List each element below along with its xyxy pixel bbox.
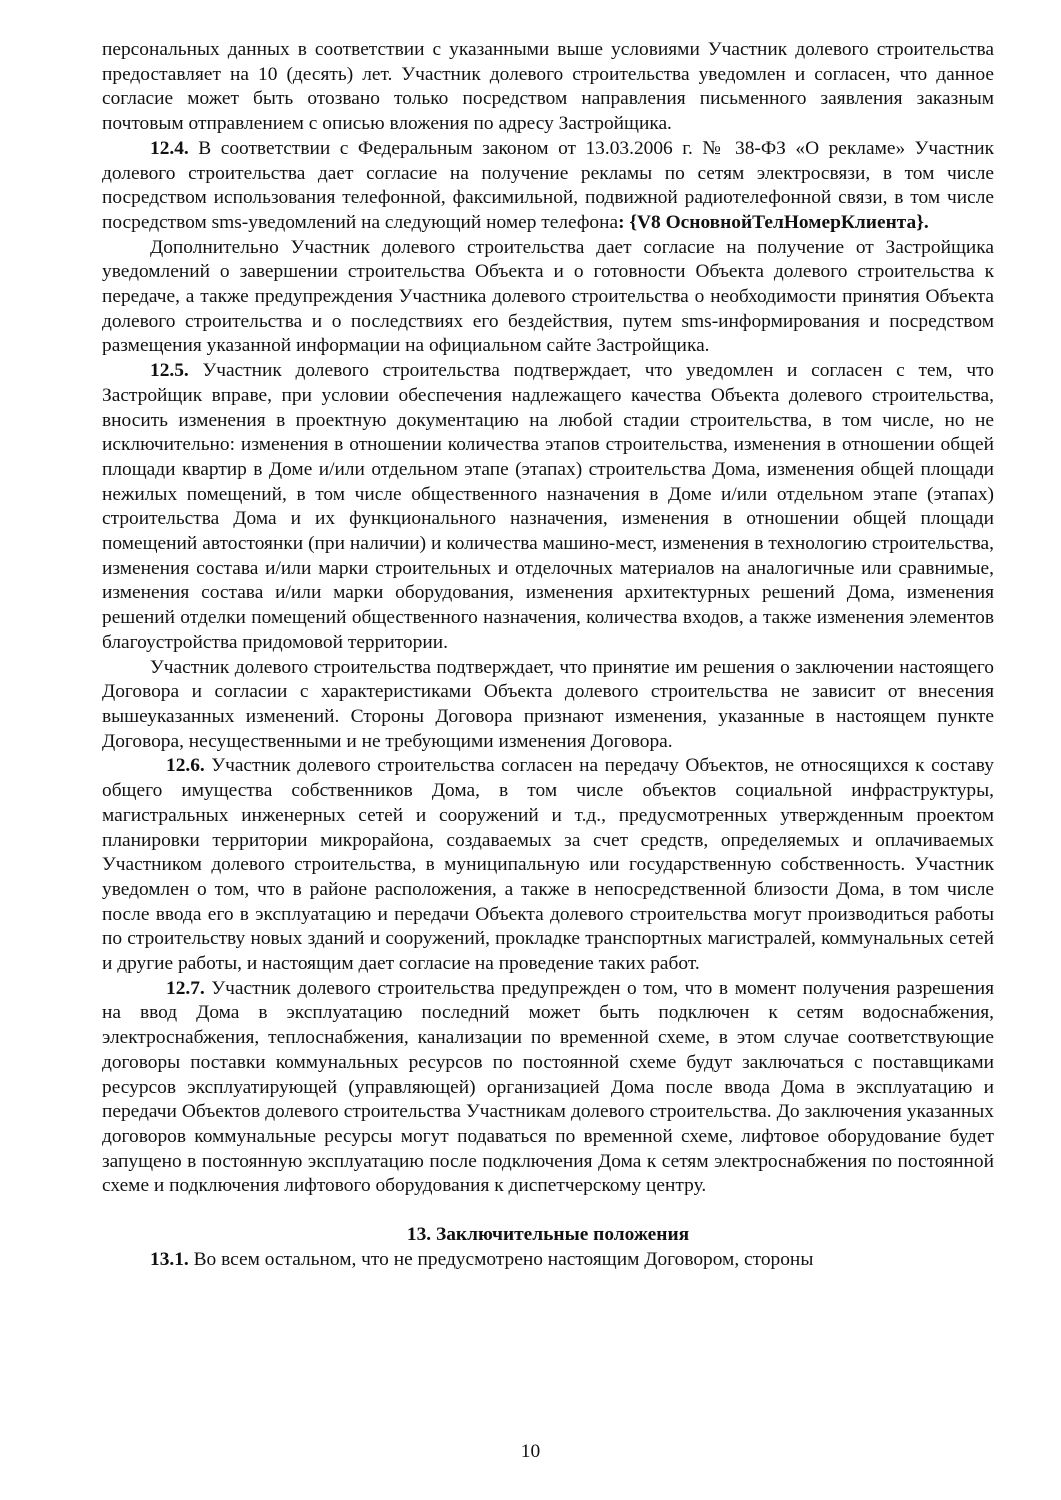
page-number: 10: [520, 1441, 541, 1462]
clause-number: 13.1.: [150, 1248, 189, 1270]
paragraph-consent-continued: персональных данных в соответствии с указанными выше условиями Участник долевого строительства предоставляет на 10 (десять) лет. Участник долевого строительства уведомлен и согласен, что данное согласие может быть отозвано только посредством направления письменного заявления заказным почтовым отправлением с описью вложения по адресу Застройщика.: [102, 39, 994, 135]
clause-12-7: [102, 977, 994, 1199]
clause-text: Во всем остальном, что не предусмотрено настоящим Договором, стороны: [188, 1248, 814, 1270]
clause-text: Участник долевого строительства согласен на передачу Объектов, не относящихся к составу общего имущества собственников Дома, в том числе объектов социальной инфраструктуры, магистральных инженерных сетей и сооружений и т.д., предусмотренных утвержденным проектом планировки территории микрорайона, создаваемых за счет средств, определяемых и оплачиваемых Участником долевого строительства, в муниципальную или государственную собственность. Участник уведомлен о том, что в районе расположения, а также в непосредственной близости Дома, в том числе после ввода его в эксплуатацию и передачи Объекта долевого строительства могут производиться работы по строительству новых зданий и сооружений, прокладке транспортных магистралей, коммунальных сетей и другие работы, и настоящим дает согласие на проведение таких работ.: [102, 755, 994, 975]
phone-placeholder: {V8 ОсновнойТелНомерКлиента}.: [629, 211, 929, 233]
clause-number: 12.4.: [150, 137, 189, 159]
clause-text: Участник долевого строительства подтверждает, что уведомлен и согласен с тем, что Застройщик вправе, при условии обеспечения надлежащего качества Объекта долевого строительства, вносить изменения в проектную документацию на любой стадии строительства, в том числе, но не исключительно: изменения в отношении количества этапов строительства, изменения в отношении общей площади квартир в Доме и/или отдельном этапе (этапах) строительства Дома, изменения общей площади нежилых помещений, в том числе общественного назначения в Доме и/или отдельном этапе (этапах) строительства Дома и их функционального назначения, изменения в отношении общей площади помещений автостоянки (при наличии) и количества машино-мест, изменения в технологию строительства, изменения состава и/или марки строительных и отделочных материалов на аналогичные или сравнимые, изменения состава и/или марки оборудования, изменения архитектурных решений Дома, изменения решений отделки помещений общественного назначения, количества входов, а также изменения элементов благоустройства придомовой территории.: [102, 360, 994, 653]
clause-13-1: [102, 1248, 994, 1273]
section-heading: 13. Заключительные положения: [406, 1224, 690, 1246]
clause-text: В соответствии с Федеральным законом от 13.03.2006 г. № 38-ФЗ «О рекламе» Участник долевого строительства дает согласие на получение рекламы по сетям электросвязи, в том числе посредством использования телефонной, факсимильной, подвижной радиотелефонной связи, в том числе посредством sms-уведомлений на следующий номер телефона: [102, 137, 994, 233]
clause-colon: :: [618, 211, 630, 233]
paragraph-additional-consent: Дополнительно Участник долевого строительства дает согласие на получение от Застройщика уведомлений о завершении строительства Объекта и о готовности Объекта долевого строительства к передаче, а также предупреждения Участника долевого строительства о необходимости принятия Объекта долевого строительства и о последствиях его бездействия, путем sms-информирования и посредством размещения указанной информации на официальном сайте Застройщика.: [102, 236, 994, 357]
clause-12-6: [102, 754, 994, 976]
clause-number: 12.6.: [166, 755, 205, 777]
paragraph-confirmation: Участник долевого строительства подтверждает, что принятие им решения о заключении настоящего Договора и согласии с характеристиками Объекта долевого строительства не зависит от внесения вышеуказанных изменений. Стороны Договора признают изменения, указанные в настоящем пункте Договора, несущественными и не требующими изменения Договора.: [102, 656, 994, 752]
clause-number: 12.7.: [166, 977, 205, 999]
clause-number: 12.5.: [150, 360, 189, 382]
clause-12-5: [102, 359, 994, 655]
clause-text: Участник долевого строительства предупрежден о том, что в момент получения разрешения на ввод Дома в эксплуатацию последний может быть подключен к сетям водоснабжения, электроснабжения, теплоснабжения, канализации по временной схеме, в этом случае соответствующие договоры поставки коммунальных ресурсов по постоянной схеме будут заключаться с поставщиками ресурсов эксплуатирующей (управляющей) организацией Дома после ввода Дома в эксплуатацию и передачи Объектов долевого строительства Участникам долевого строительства. До заключения указанных договоров коммунальные ресурсы могут подаваться по временной схеме, лифтовое оборудование будет запущено в постоянную эксплуатацию после подключения Дома к сетям электроснабжения по постоянной схеме и подключения лифтового оборудования к диспетчерскому центру.: [102, 977, 994, 1197]
clause-12-4: [102, 137, 994, 236]
document-page: [102, 38, 994, 1272]
